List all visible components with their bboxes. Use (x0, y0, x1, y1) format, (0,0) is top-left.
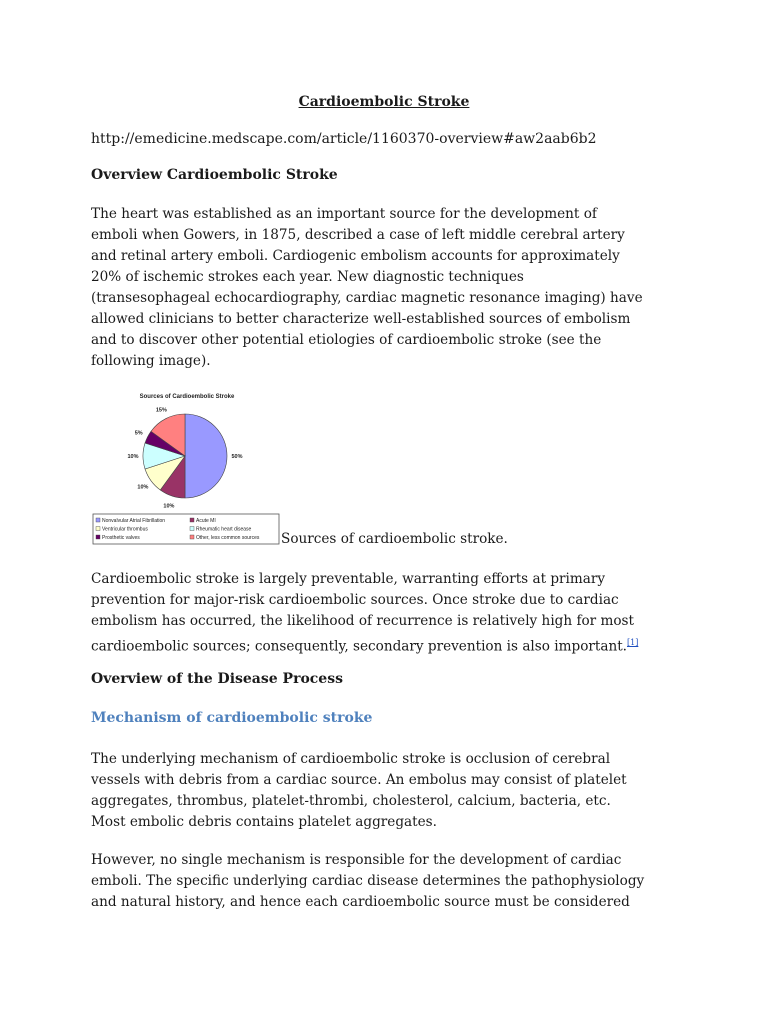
text-line: prevention for major-risk cardioembolic sources. Once stroke due to cardiac (91, 592, 619, 608)
paragraph-however (91, 850, 691, 913)
text-line: The underlying mechanism of cardioembolic stroke is occlusion of cerebral (91, 751, 611, 767)
heading-disease-process: Overview of the Disease Process (91, 671, 343, 687)
heading-mechanism: Mechanism of cardioembolic stroke (91, 710, 373, 726)
text-line: (transesophageal echocardiography, cardiac magnetic resonance imaging) have (91, 290, 643, 306)
text-line: The heart was established as an important source for the development of (91, 206, 597, 222)
legend-swatch (190, 518, 194, 522)
legend-swatch (190, 535, 194, 539)
pie-chart (92, 388, 282, 546)
slice-value-label: 10% (127, 454, 139, 460)
text-line: vessels with debris from a cardiac source. An embolus may consist of platelet (91, 772, 627, 788)
legend-swatch (96, 527, 100, 531)
legend-label: Prosthetic valves (102, 535, 140, 541)
pie-chart-figure (92, 388, 282, 546)
paragraph-intro (91, 204, 691, 372)
legend-swatch (190, 527, 194, 531)
text-line: Most embolic debris contains platelet aggregates. (91, 814, 437, 830)
legend-label: Other, less common sources (196, 535, 260, 541)
chart-title: Sources of Cardioembolic Stroke (139, 394, 235, 400)
slice-value-label: 10% (137, 484, 149, 491)
text-line: embolism has occurred, the likelihood of recurrence is relatively high for most (91, 613, 634, 629)
text-line: emboli. The specific underlying cardiac disease determines the pathophysiology (91, 873, 645, 889)
text-line: and natural history, and hence each cardioembolic source must be considered (91, 894, 630, 910)
document-title: Cardioembolic Stroke (298, 94, 470, 110)
paragraph-prevention (91, 569, 691, 658)
text-line: aggregates, thrombus, platelet-thrombi, cholesterol, calcium, bacteria, etc. (91, 793, 611, 809)
text-line: following image). (91, 353, 211, 369)
slice-value-label: 50% (231, 454, 243, 460)
text-line: 20% of ischemic strokes each year. New diagnostic techniques (91, 269, 524, 285)
legend-label: Rheumatic heart disease (196, 526, 252, 533)
paragraph-mechanism (91, 749, 691, 833)
legend-label: Nonvalvular Atrial Fibrillation (102, 518, 166, 524)
slice-value-label: 10% (163, 503, 175, 510)
text-line: However, no single mechanism is responsible for the development of cardiac (91, 852, 622, 868)
pie-slice (185, 414, 227, 498)
text-line-content: cardioembolic sources; consequently, secondary prevention is also important. (91, 638, 627, 655)
text-line: and to discover other potential etiologies of cardioembolic stroke (see the (91, 332, 602, 348)
legend-swatch (96, 518, 100, 522)
figure-caption: Sources of cardioembolic stroke. (281, 531, 508, 547)
text-line: allowed clinicians to better characterize well-established sources of embolism (91, 311, 631, 327)
slice-value-label: 15% (155, 407, 167, 414)
text-line (91, 632, 691, 658)
text-line: and retinal artery emboli. Cardiogenic embolism accounts for approximately (91, 248, 620, 264)
heading-overview: Overview Cardioembolic Stroke (91, 167, 338, 183)
text-line: emboli when Gowers, in 1875, described a case of left middle cerebral artery (91, 227, 625, 243)
legend-label: Acute MI (196, 518, 216, 524)
text-line: Cardioembolic stroke is largely preventable, warranting efforts at primary (91, 571, 606, 587)
legend-label: Ventricular thrombus (102, 526, 148, 533)
legend-swatch (96, 535, 100, 539)
source-url: http://emedicine.medscape.com/article/1160370-overview#aw2aab6b2 (91, 131, 597, 147)
slice-value-label: 5% (134, 430, 143, 437)
citation-link[interactable]: [1] (626, 638, 639, 647)
